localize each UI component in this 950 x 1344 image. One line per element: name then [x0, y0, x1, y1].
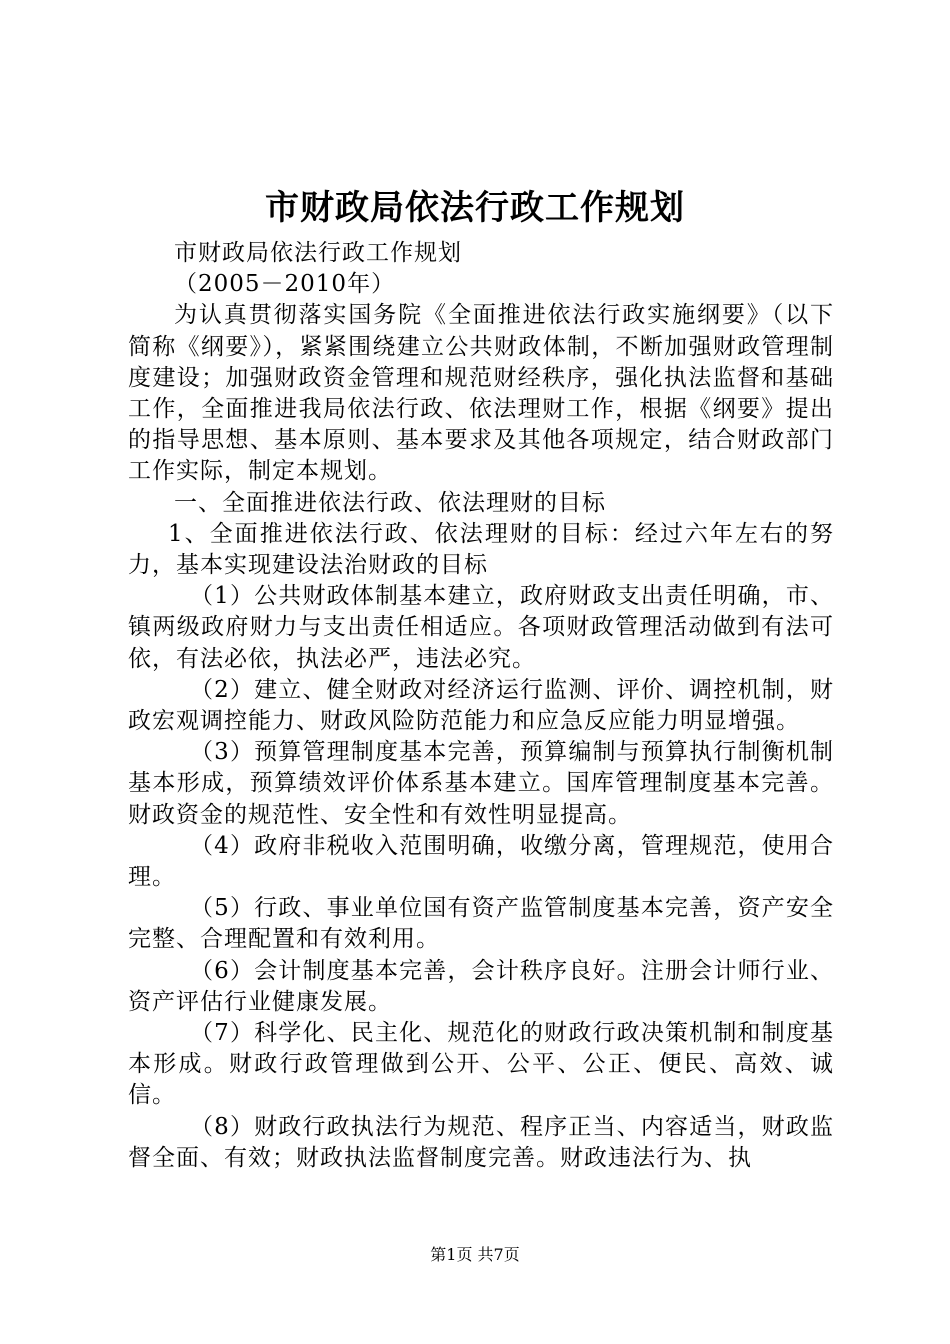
paragraph-intro: 为认真贯彻落实国务院《全面推进依法行政实施纲要》（以下简称《纲要》），紧紧围绕建立公共财政体制，不断加强财政管理制度建设；加强财政资金管理和规范财经秩序，强化执法监督和基础工作，全面推进我局依法行政、依法理财工作，根据《纲要》提出的指导思想、基本原则、基本要求及其他各项规定，结合财政部门工作实际，制定本规划。	[128, 302, 834, 485]
document-title: 市财政局依法行政工作规划	[265, 188, 685, 228]
page-footer: 第1页 共7页	[430, 1245, 520, 1264]
list-item: （6）会计制度基本完善，会计秩序良好。注册会计师行业、资产评估行业健康发展。	[128, 957, 834, 1015]
document-body	[128, 238, 834, 1174]
subtitle: 市财政局依法行政工作规划	[174, 240, 462, 266]
paragraph-goal: 1、全面推进依法行政、依法理财的目标：经过六年左右的努力，基本实现建设法治财政的目标	[128, 520, 834, 579]
list-item: （3）预算管理制度基本完善，预算编制与预算执行制衡机制基本形成，预算绩效评价体系基本建立。国库管理制度基本完善。财政资金的规范性、安全性和有效性明显提高。	[128, 739, 834, 828]
section-heading: 一、全面推进依法行政、依法理财的目标	[174, 489, 606, 516]
list-item: （1）公共财政体制基本建立，政府财政支出责任明确，市、镇两级政府财力与支出责任相适应。各项财政管理活动做到有法可依，有法必依，执法必严，违法必究。	[128, 583, 834, 672]
list-item: （4）政府非税收入范围明确，收缴分离，管理规范，使用合理。	[128, 832, 834, 891]
list-item: （2）建立、健全财政对经济运行监测、评价、调控机制，财政宏观调控能力、财政风险防范能力和应急反应能力明显增强。	[128, 676, 834, 735]
list-item: （7）科学化、民主化、规范化的财政行政决策机制和制度基本形成。财政行政管理做到公开、公平、公正、便民、高效、诚信。	[128, 1020, 834, 1109]
list-item: （8）财政行政执法行为规范、程序正当、内容适当，财政监督全面、有效；财政执法监督制度完善。财政违法行为、执	[128, 1113, 834, 1171]
list-item: （5）行政、事业单位国有资产监管制度基本完善，资产安全完整、合理配置和有效利用。	[128, 895, 834, 953]
date-range: （2005－2010年）	[174, 271, 396, 298]
